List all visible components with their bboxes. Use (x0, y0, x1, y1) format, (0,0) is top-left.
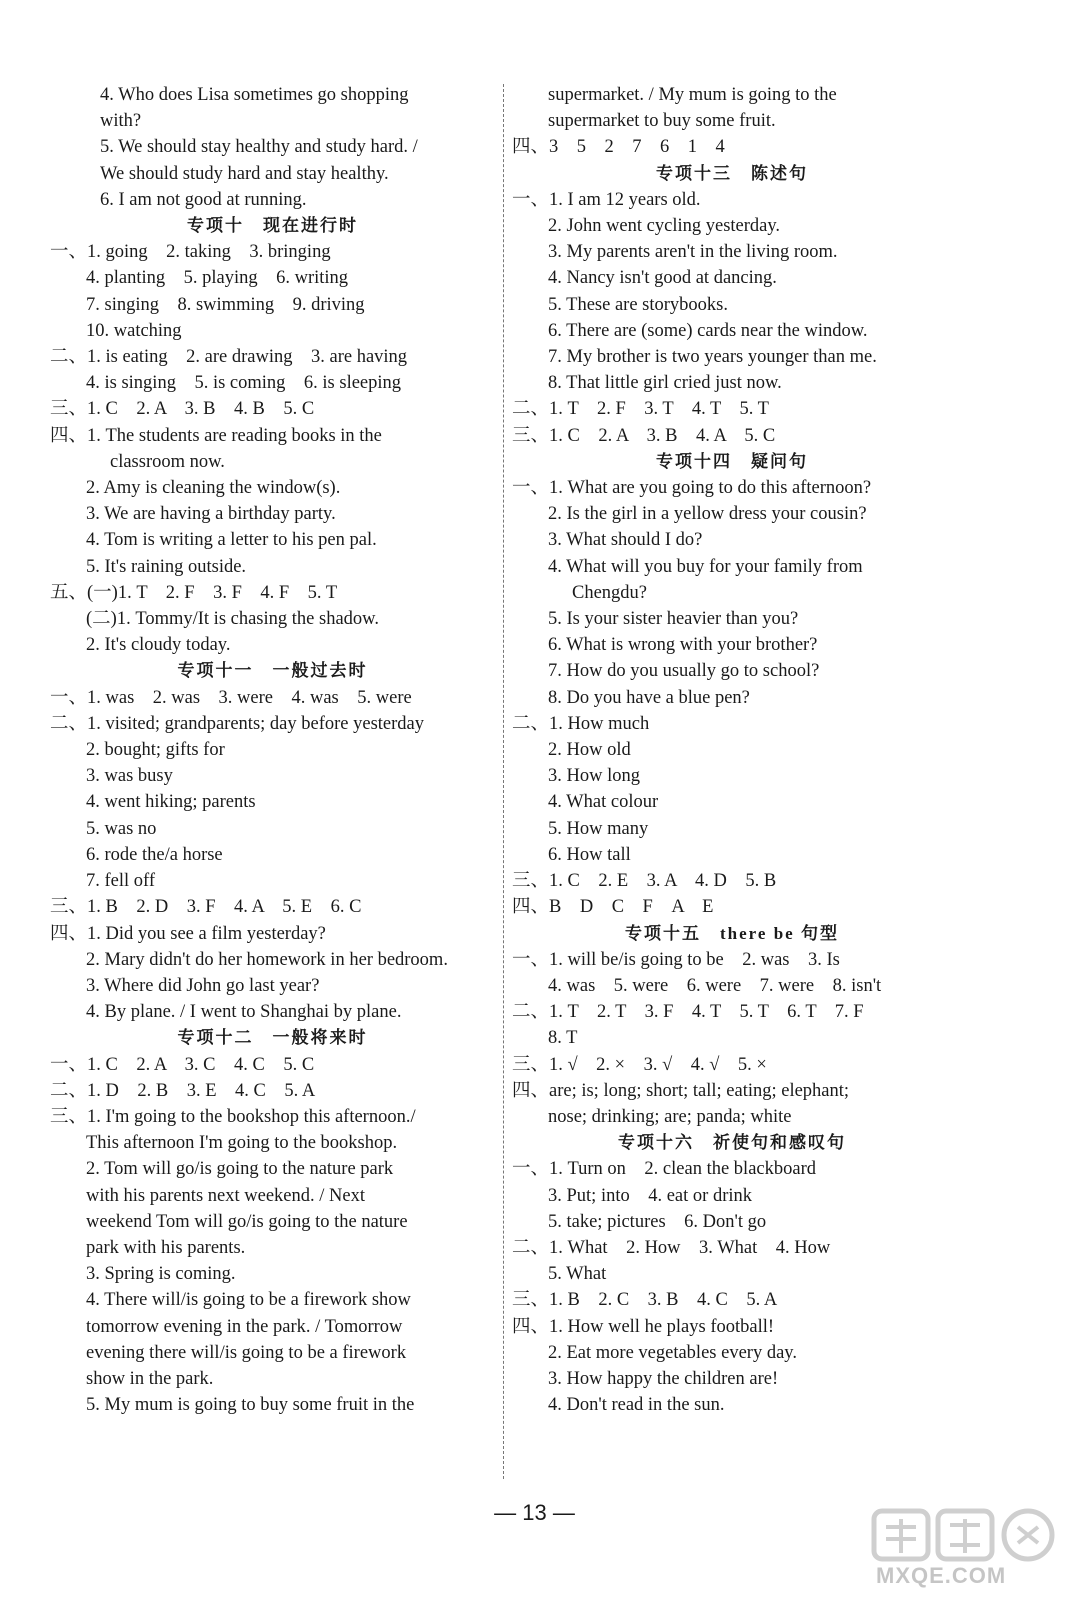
right-column (512, 82, 952, 1418)
answer-line: 5. was no (86, 818, 157, 839)
answer-line: 一、1. What are you going to do this afternoon? (512, 478, 872, 499)
answer-line: 二、1. T 2. F 3. T 4. T 5. T (512, 399, 769, 420)
answer-line: 3. How long (548, 766, 640, 787)
answer-line: 5. We should stay healthy and study hard. / (100, 137, 418, 158)
section-heading: 专项十三 陈述句 (656, 163, 808, 183)
answer-line: 4. Who does Lisa sometimes go shopping (100, 85, 409, 105)
answer-line: 6. How tall (548, 844, 631, 865)
answer-line: 一、1. going 2. taking 3. bringing (50, 242, 331, 263)
answer-line: 二、1. visited; grandparents; day before yesterday (50, 713, 424, 734)
answer-line: 3. My parents aren't in the living room. (548, 242, 838, 263)
section-heading: 专项十四 疑问句 (656, 451, 808, 471)
answer-line: 6. What is wrong with your brother? (548, 635, 818, 656)
answer-line: park with his parents. (86, 1237, 246, 1258)
answer-line: 3. We are having a birthday party. (86, 504, 336, 525)
answer-line: 6. rode the/a horse (86, 844, 223, 865)
answer-line: classroom now. (110, 451, 225, 472)
answer-line: 7. How do you usually go to school? (548, 661, 820, 682)
answer-line: with? (100, 111, 142, 132)
answer-line: 5. Is your sister heavier than you? (548, 609, 799, 630)
answer-line: 4. planting 5. playing 6. writing (86, 268, 349, 289)
answer-line: 4. is singing 5. is coming 6. is sleeping (86, 373, 402, 394)
answer-line: 5. My mum is going to buy some fruit in the (86, 1395, 415, 1416)
answer-line: 一、1. Turn on 2. clean the blackboard (512, 1159, 816, 1180)
answer-line: 三、1. B 2. C 3. B 4. C 5. A (512, 1290, 778, 1311)
section-heading: 专项十二 一般将来时 (177, 1028, 368, 1048)
page-number: — 13 — (494, 1500, 575, 1525)
answer-line: 2. bought; gifts for (86, 740, 225, 761)
answer-line: This afternoon I'm going to the bookshop. (86, 1133, 398, 1154)
answer-line: 三、1. C 2. A 3. B 4. B 5. C (50, 399, 315, 420)
answer-line: 二、1. What 2. How 3. What 4. How (512, 1237, 831, 1258)
answer-line: 5. These are storybooks. (548, 294, 728, 315)
answer-line: 7. My brother is two years younger than me. (548, 347, 877, 368)
answer-line: 三、1. C 2. E 3. A 4. D 5. B (512, 871, 777, 892)
answer-line: 2. It's cloudy today. (86, 635, 231, 656)
section-heading: 专项十 现在进行时 (187, 216, 358, 236)
answer-line: evening there will/is going to be a firework (86, 1342, 407, 1363)
answer-line: (二)1. Tommy/It is chasing the shadow. (86, 609, 379, 630)
answer-line: 4. What will you buy for your family from (548, 556, 863, 577)
answer-line: 7. singing 8. swimming 9. driving (86, 294, 365, 315)
answer-line: 4. was 5. were 6. were 7. were 8. isn't (548, 975, 882, 996)
answer-line: 三、1. I'm going to the bookshop this afternoon./ (50, 1106, 416, 1127)
answer-line: 一、1. will be/is going to be 2. was 3. Is (512, 949, 840, 970)
answer-line: Chengdu? (572, 582, 648, 603)
answer-line: 一、1. was 2. was 3. were 4. was 5. were (50, 687, 412, 708)
answer-line: 2. John went cycling yesterday. (548, 216, 781, 237)
answer-line: 二、1. D 2. B 3. E 4. C 5. A (50, 1080, 316, 1101)
section-heading: 专项十五 there be 句型 (625, 923, 839, 943)
answer-line: 4. Tom is writing a letter to his pen pal. (86, 530, 377, 551)
answer-line: 4. What colour (548, 792, 659, 813)
answer-line: supermarket to buy some fruit. (548, 111, 776, 132)
answer-line: 3. Put; into 4. eat or drink (548, 1185, 752, 1206)
answer-line: show in the park. (86, 1368, 214, 1389)
column-divider (503, 84, 504, 1479)
answer-line: 四、B D C F A E (512, 897, 714, 918)
answer-line: 2. Is the girl in a yellow dress your cousin? (548, 504, 867, 525)
answer-line: weekend Tom will go/is going to the nature (86, 1211, 408, 1232)
answer-line: 3. What should I do? (548, 530, 703, 551)
answer-line: 5. It's raining outside. (86, 556, 247, 577)
answer-line: 4. went hiking; parents (86, 792, 256, 813)
answer-line: 5. take; pictures 6. Don't go (548, 1211, 767, 1232)
answer-line: 二、1. is eating 2. are drawing 3. are having (50, 347, 408, 368)
answer-line: 4. There will/is going to be a firework show (86, 1290, 411, 1311)
answer-line: 2. Mary didn't do her homework in her bedroom. (86, 949, 448, 970)
answer-line: nose; drinking; are; panda; white (548, 1106, 792, 1127)
section-heading: 专项十六 祈使句和感叹句 (618, 1133, 846, 1153)
answer-line: 3. Where did John go last year? (86, 975, 320, 996)
answer-line: 4. Nancy isn't good at dancing. (548, 268, 777, 289)
answer-line: 8. That little girl cried just now. (548, 373, 782, 394)
answer-line: We should study hard and stay healthy. (100, 163, 389, 184)
answer-line: 五、(一)1. T 2. F 3. F 4. F 5. T (50, 582, 338, 603)
answer-line: 5. What (548, 1264, 607, 1285)
answer-line: 二、1. How much (512, 713, 650, 734)
answer-line: 二、1. T 2. T 3. F 4. T 5. T 6. T 7. F (512, 1002, 864, 1023)
watermark (870, 1505, 1060, 1595)
answer-line: 一、1. I am 12 years old. (512, 189, 701, 210)
answer-line: 10. watching (86, 320, 182, 341)
section-heading: 专项十一 一般过去时 (177, 661, 368, 681)
answer-line: 4. Don't read in the sun. (548, 1395, 725, 1416)
answer-line: 三、1. √ 2. × 3. √ 4. √ 5. × (512, 1054, 767, 1075)
answer-line: 三、1. B 2. D 3. F 4. A 5. E 6. C (50, 897, 362, 918)
answer-line: 3. Spring is coming. (86, 1264, 236, 1285)
answer-line: 8. T (548, 1028, 578, 1049)
answer-line: with his parents next weekend. / Next (86, 1185, 365, 1206)
answer-line: 6. There are (some) cards near the window. (548, 320, 868, 341)
answer-line: tomorrow evening in the park. / Tomorrow (86, 1316, 403, 1337)
answer-line: 4. By plane. / I went to Shanghai by plane. (86, 1002, 402, 1023)
answer-line: 四、are; is; long; short; tall; eating; elephant; (512, 1080, 850, 1101)
answer-line: 三、1. C 2. A 3. B 4. A 5. C (512, 425, 776, 446)
answer-line: 8. Do you have a blue pen? (548, 687, 750, 708)
answer-line: 一、1. C 2. A 3. C 4. C 5. C (50, 1054, 315, 1075)
answer-line: 四、3 5 2 7 6 1 4 (512, 137, 725, 158)
answer-line: 5. How many (548, 818, 649, 839)
answer-line: 3. How happy the children are! (548, 1368, 779, 1389)
answer-line: 6. I am not good at running. (100, 189, 307, 210)
answer-line: 四、1. How well he plays football! (512, 1316, 775, 1337)
answer-line: 2. Eat more vegetables every day. (548, 1342, 797, 1363)
answer-line: supermarket. / My mum is going to the (548, 85, 837, 105)
answer-line: 3. was busy (86, 766, 173, 787)
answer-line: 2. Amy is cleaning the window(s). (86, 478, 341, 499)
left-column (50, 82, 495, 1418)
answer-line: 四、1. Did you see a film yesterday? (50, 923, 326, 944)
answer-stamp-logo-icon (870, 1505, 1060, 1565)
answer-line: 2. How old (548, 740, 631, 761)
answer-line: 2. Tom will go/is going to the nature park (86, 1159, 394, 1180)
answer-line: 四、1. The students are reading books in the (50, 425, 382, 446)
watermark-site: MXQE.COM (876, 1563, 1007, 1588)
answer-line: 7. fell off (86, 871, 156, 892)
